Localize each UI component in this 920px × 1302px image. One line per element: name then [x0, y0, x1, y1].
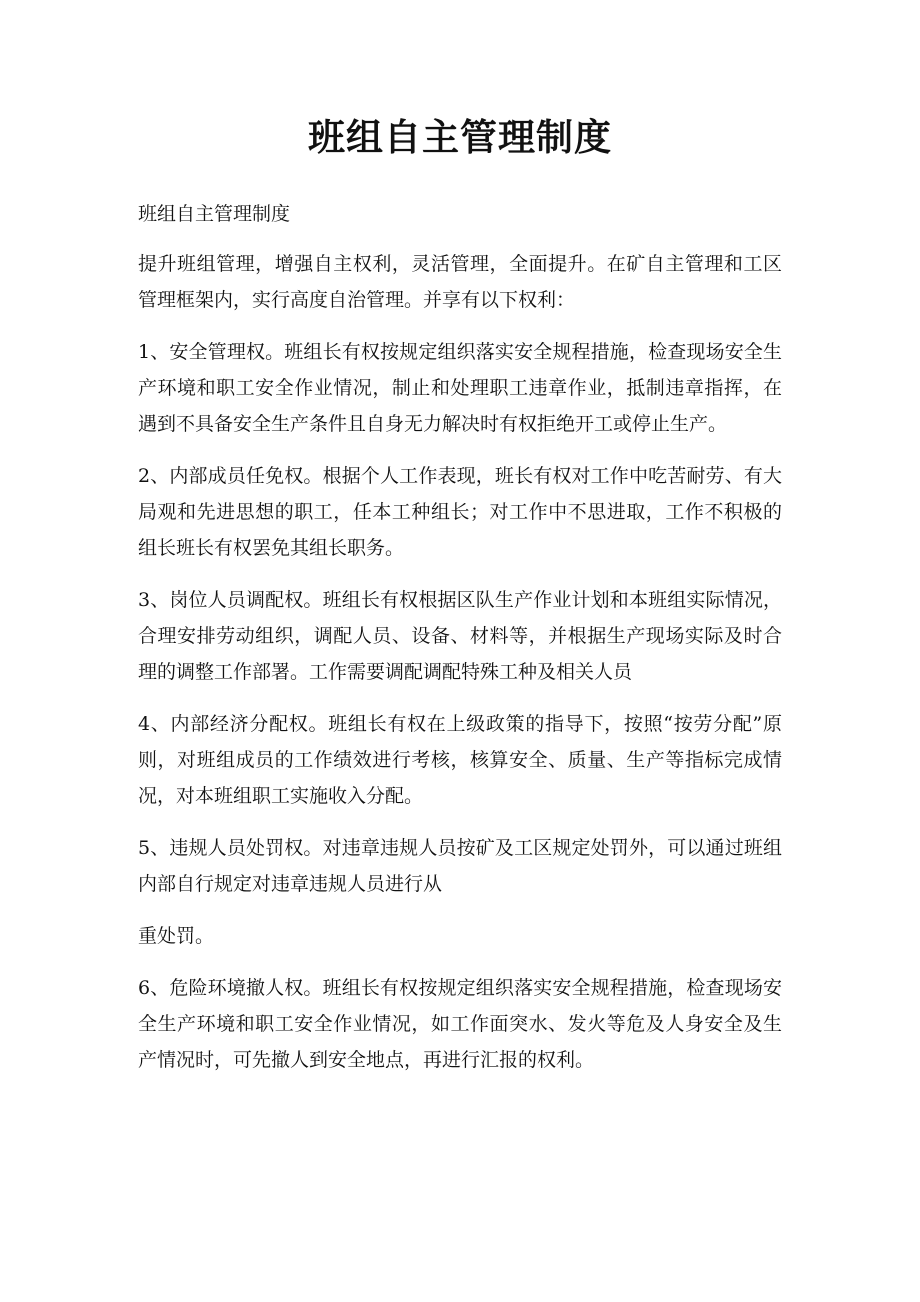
- paragraph-safety-management: 1、安全管理权。班组长有权按规定组织落实安全规程措施，检查现场安全生产环境和职工安全作业情况，制止和处理职工违章作业，抵制违章指挥，在遇到不具备安全生产条件且自身无力解决时有权拒绝开工或停止生产。: [138, 341, 782, 435]
- paragraph-violation-penalty: 5、违规人员处罚权。对违章违规人员按矿及工区规定处罚外，可以通过班组内部自行规定对违章违规人员进行从: [138, 837, 782, 895]
- paragraph-intro: 提升班组管理，增强自主权利，灵活管理，全面提升。在矿自主管理和工区管理框架内，实行高度自治管理。并享有以下权利：: [138, 253, 782, 311]
- paragraph-violation-penalty-continued: 重处罚。: [138, 925, 215, 947]
- paragraph-staff-allocation: 3、岗位人员调配权。班组长有权根据区队生产作业计划和本班组实际情况，合理安排劳动组织，调配人员、设备、材料等，并根据生产现场实际及时合理的调整工作部署。工作需要调配调配特殊工种及相关人员: [138, 589, 782, 683]
- page-title: 班组自主管理制度: [308, 115, 612, 159]
- document-subtitle: 班组自主管理制度: [138, 203, 291, 225]
- paragraph-economic-distribution: 4、内部经济分配权。班组长有权在上级政策的指导下，按照“按劳分配”原则，对班组成员的工作绩效进行考核，核算安全、质量、生产等指标完成情况，对本班组职工实施收入分配。: [138, 713, 782, 807]
- paragraph-member-appointment: 2、内部成员任免权。根据个人工作表现，班长有权对工作中吃苦耐劳、有大局观和先进思想的职工，任本工种组长；对工作中不思进取，工作不积极的组长班长有权罢免其组长职务。: [138, 465, 782, 559]
- paragraph-danger-evacuation: 6、危险环境撤人权。班组长有权按规定组织落实安全规程措施，检查现场安全生产环境和职工安全作业情况，如工作面突水、发火等危及人身安全及生产情况时，可先撤人到安全地点，再进行汇报的权利。: [138, 977, 782, 1071]
